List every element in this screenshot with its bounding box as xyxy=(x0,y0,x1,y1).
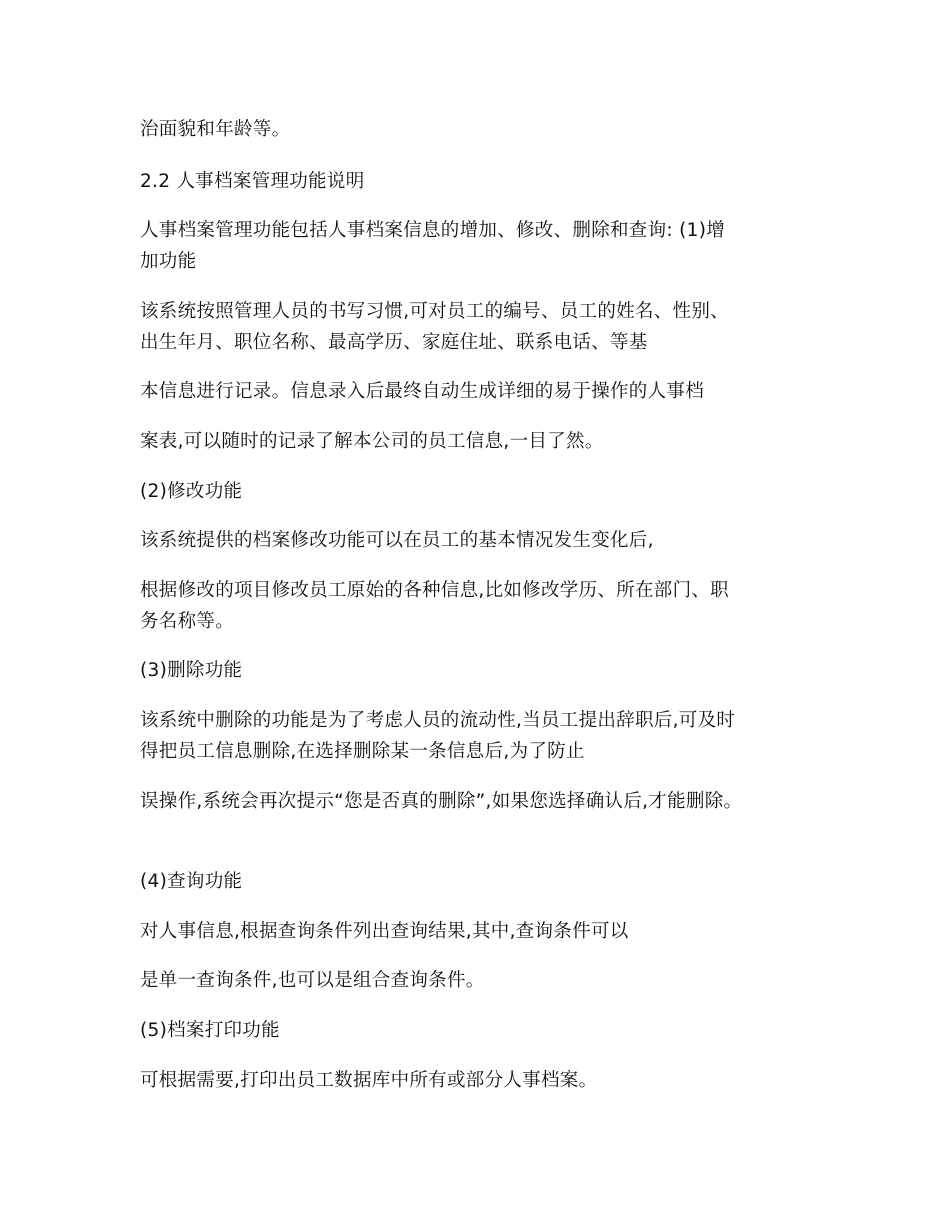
text-line: 是单一查询条件,也可以是组合查询条件。 xyxy=(140,970,485,991)
text-line: 根据修改的项目修改员工原始的各种信息,比如修改学历、所在部门、职 xyxy=(140,580,729,601)
text-line: 治面貌和年龄等。 xyxy=(140,119,291,140)
text-line: 该系统按照管理人员的书写习惯,可对员工的编号、员工的姓名、性别、 xyxy=(140,301,729,322)
subheading: (5)档案打印功能 xyxy=(140,1020,280,1041)
text-line: 出生年月、职位名称、最高学历、家庭住址、联系电话、等基 xyxy=(140,332,648,353)
subheading: (2)修改功能 xyxy=(140,481,243,502)
text-line: 得把员工信息删除,在选择删除某一条信息后,为了防止 xyxy=(140,741,585,762)
text-line: 误操作,系统会再次提示“您是否真的删除”,如果您选择确认后,才能删除。 xyxy=(140,791,743,812)
text-line: 该系统提供的档案修改功能可以在员工的基本情况发生变化后, xyxy=(140,530,654,551)
subheading: (3)删除功能 xyxy=(140,660,243,681)
text-line: 对人事信息,根据查询条件列出查询结果,其中,查询条件可以 xyxy=(140,921,629,942)
text-line: 人事档案管理功能包括人事档案信息的增加、修改、删除和查询: (1)增 xyxy=(140,220,726,241)
text-line: 加功能 xyxy=(140,251,197,272)
text-line: 务名称等。 xyxy=(140,611,235,632)
section-heading: 2.2 人事档案管理功能说明 xyxy=(140,171,365,192)
subheading: (4)查询功能 xyxy=(140,871,243,892)
text-line: 本信息进行记录。信息录入后最终自动生成详细的易于操作的人事档 xyxy=(140,381,705,402)
text-line: 案表,可以随时的记录了解本公司的员工信息,一目了然。 xyxy=(140,431,604,452)
text-line: 可根据需要,打印出员工数据库中所有或部分人事档案。 xyxy=(140,1070,598,1091)
text-line: 该系统中删除的功能是为了考虑人员的流动性,当员工提出辞职后,可及时 xyxy=(140,710,736,731)
